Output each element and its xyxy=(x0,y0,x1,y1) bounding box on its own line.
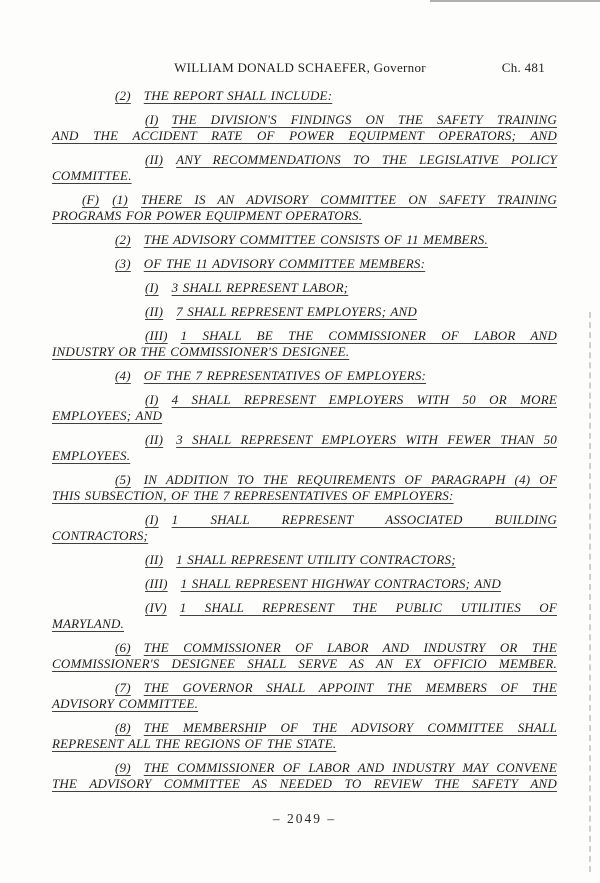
clause-text: THE REPORT SHALL INCLUDE: xyxy=(143,88,333,103)
clause-text: THIS SUBSECTION, OF THE 7 REPRESENTATIVES OF EMPLOYERS: xyxy=(52,488,454,503)
clause-text: REPRESENT ALL THE REGIONS OF THE STATE. xyxy=(52,736,337,751)
paragraph-line xyxy=(52,776,557,792)
paragraph-line xyxy=(52,696,557,712)
paragraph xyxy=(52,576,557,592)
clause-label: (I) xyxy=(145,112,159,127)
paragraph xyxy=(52,640,557,672)
paragraph xyxy=(52,304,557,320)
paragraph-line xyxy=(52,408,557,424)
clause-text: 3 SHALL REPRESENT LABOR; xyxy=(171,280,349,295)
clause-text: COMMISSIONER'S DESIGNEE SHALL SERVE AS AN EX OFFICIO MEMBER. xyxy=(52,656,557,671)
clause-text: 7 SHALL REPRESENT EMPLOYERS; AND xyxy=(176,304,417,319)
clause-label: (III) xyxy=(145,576,168,591)
paragraph xyxy=(52,392,557,424)
clause-text: THE COMMISSIONER OF LABOR AND INDUSTRY OR THE xyxy=(143,640,557,655)
clause-text: 1 SHALL REPRESENT THE PUBLIC UTILITIES OF xyxy=(179,600,557,615)
paragraph-line xyxy=(52,488,557,504)
paragraph-line xyxy=(52,512,557,528)
paragraph-line xyxy=(52,128,557,144)
clause-text: THE ADVISORY COMMITTEE AS NEEDED TO REVIEW THE SAFETY AND xyxy=(52,776,557,791)
paragraph xyxy=(52,88,557,104)
clause-label: (II) xyxy=(145,552,164,567)
paragraph-line xyxy=(52,680,557,696)
paragraph xyxy=(52,760,557,792)
paragraph-line xyxy=(52,528,557,544)
clause-text: 1 SHALL REPRESENT HIGHWAY CONTRACTORS; AND xyxy=(180,576,501,591)
page-number: – 2049 – xyxy=(272,811,337,826)
clause-label: (IV) xyxy=(145,600,167,615)
paragraph xyxy=(52,552,557,568)
clause-label: (I) xyxy=(145,280,159,295)
paragraph-line xyxy=(52,760,557,776)
paragraph xyxy=(52,192,557,224)
clause-label: (I) xyxy=(145,392,159,407)
paragraph-line xyxy=(52,368,557,384)
paragraph xyxy=(52,280,557,296)
paragraph-line xyxy=(52,208,557,224)
paragraph xyxy=(52,432,557,464)
clause-text: COMMITTEE. xyxy=(52,168,132,183)
clause-label: (II) xyxy=(145,432,164,447)
clause-text: THE GOVERNOR SHALL APPOINT THE MEMBERS OF THE xyxy=(143,680,557,695)
clause-label: (II) xyxy=(145,152,164,167)
clause-label: (4) xyxy=(115,368,131,383)
paragraph-line xyxy=(52,640,557,656)
paragraph-line xyxy=(52,616,557,632)
clause-label: (F) xyxy=(82,192,100,207)
paragraph-line xyxy=(52,552,557,568)
page-footer xyxy=(52,811,557,827)
paragraph-line xyxy=(52,736,557,752)
clause-text: THE ADVISORY COMMITTEE CONSISTS OF 11 MEMBERS. xyxy=(143,232,488,247)
clause-text: ADVISORY COMMITTEE. xyxy=(52,696,199,711)
paragraph xyxy=(52,232,557,248)
clause-label: (III) xyxy=(145,328,168,343)
clause-label: (6) xyxy=(115,640,131,655)
paragraph-line xyxy=(52,448,557,464)
clause-text: THE DIVISION'S FINDINGS ON THE SAFETY TRAINING xyxy=(171,112,557,127)
paragraph xyxy=(52,680,557,712)
clause-text: 1 SHALL BE THE COMMISSIONER OF LABOR AND xyxy=(180,328,557,343)
paragraph xyxy=(52,472,557,504)
clause-label: (9) xyxy=(115,760,131,775)
clause-text: INDUSTRY OR THE COMMISSIONER'S DESIGNEE. xyxy=(52,344,350,359)
paragraph xyxy=(52,328,557,360)
clause-text: MARYLAND. xyxy=(52,616,124,631)
paragraph-line xyxy=(52,192,557,208)
paragraph-line xyxy=(52,232,557,248)
clause-text: 1 SHALL REPRESENT UTILITY CONTRACTORS; xyxy=(176,552,456,567)
clause-label: (2) xyxy=(115,88,131,103)
paragraph-line xyxy=(52,88,557,104)
paragraph xyxy=(52,720,557,752)
governor-running-head: WILLIAM DONALD SCHAEFER, Governor xyxy=(174,60,426,75)
paragraph-line xyxy=(52,168,557,184)
paragraph-line xyxy=(52,576,557,592)
paragraph-line xyxy=(52,392,557,408)
chapter-number: Ch. 481 xyxy=(501,60,545,75)
clause-label: (2) xyxy=(115,232,131,247)
clause-label: (8) xyxy=(115,720,131,735)
paragraph-line xyxy=(52,112,557,128)
paragraph xyxy=(52,112,557,144)
clause-text: CONTRACTORS; xyxy=(52,528,149,543)
paragraph xyxy=(52,512,557,544)
scan-edge-artifact-right xyxy=(589,312,591,872)
paragraph-line xyxy=(52,656,557,672)
clause-text: OF THE 11 ADVISORY COMMITTEE MEMBERS: xyxy=(143,256,426,271)
clause-label: (II) xyxy=(145,304,164,319)
clause-text: ANY RECOMMENDATIONS TO THE LEGISLATIVE POLICY xyxy=(176,152,557,167)
clause-label: (5) xyxy=(115,472,131,487)
clause-label: (3) xyxy=(115,256,131,271)
clause-label: (1) xyxy=(112,192,128,207)
paragraph-line xyxy=(52,280,557,296)
clause-text: EMPLOYEES; AND xyxy=(52,408,163,423)
paragraph xyxy=(52,256,557,272)
paragraph-line xyxy=(52,152,557,168)
page-header xyxy=(0,60,600,76)
clause-text: THE MEMBERSHIP OF THE ADVISORY COMMITTEE SHALL xyxy=(143,720,557,735)
clause-label: (I) xyxy=(145,512,159,527)
paragraph-line xyxy=(52,344,557,360)
clause-text: 3 SHALL REPRESENT EMPLOYERS WITH FEWER THAN 50 xyxy=(176,432,557,447)
document-body xyxy=(52,88,557,800)
clause-text: THE COMMISSIONER OF LABOR AND INDUSTRY MAY CONVENE xyxy=(143,760,557,775)
clause-text: 4 SHALL REPRESENT EMPLOYERS WITH 50 OR MORE xyxy=(171,392,557,407)
paragraph-line xyxy=(52,720,557,736)
clause-text: AND THE ACCIDENT RATE OF POWER EQUIPMENT OPERATORS; AND xyxy=(52,128,557,143)
paragraph-line xyxy=(52,432,557,448)
paragraph-line xyxy=(52,256,557,272)
paragraph-line xyxy=(52,600,557,616)
clause-text: IN ADDITION TO THE REQUIREMENTS OF PARAGRAPH (4) OF xyxy=(143,472,557,487)
paragraph xyxy=(52,368,557,384)
clause-text: 1 SHALL REPRESENT ASSOCIATED BUILDING xyxy=(171,512,557,527)
clause-text: EMPLOYEES. xyxy=(52,448,131,463)
paragraph-line xyxy=(52,472,557,488)
clause-label: (7) xyxy=(115,680,131,695)
paragraph-line xyxy=(52,304,557,320)
paragraph-line xyxy=(52,328,557,344)
paragraph xyxy=(52,600,557,632)
clause-text: PROGRAMS FOR POWER EQUIPMENT OPERATORS. xyxy=(52,208,363,223)
clause-text: OF THE 7 REPRESENTATIVES OF EMPLOYERS: xyxy=(143,368,427,383)
paragraph xyxy=(52,152,557,184)
clause-text: THERE IS AN ADVISORY COMMITTEE ON SAFETY TRAINING xyxy=(140,192,557,207)
scan-edge-artifact-top xyxy=(430,0,600,2)
